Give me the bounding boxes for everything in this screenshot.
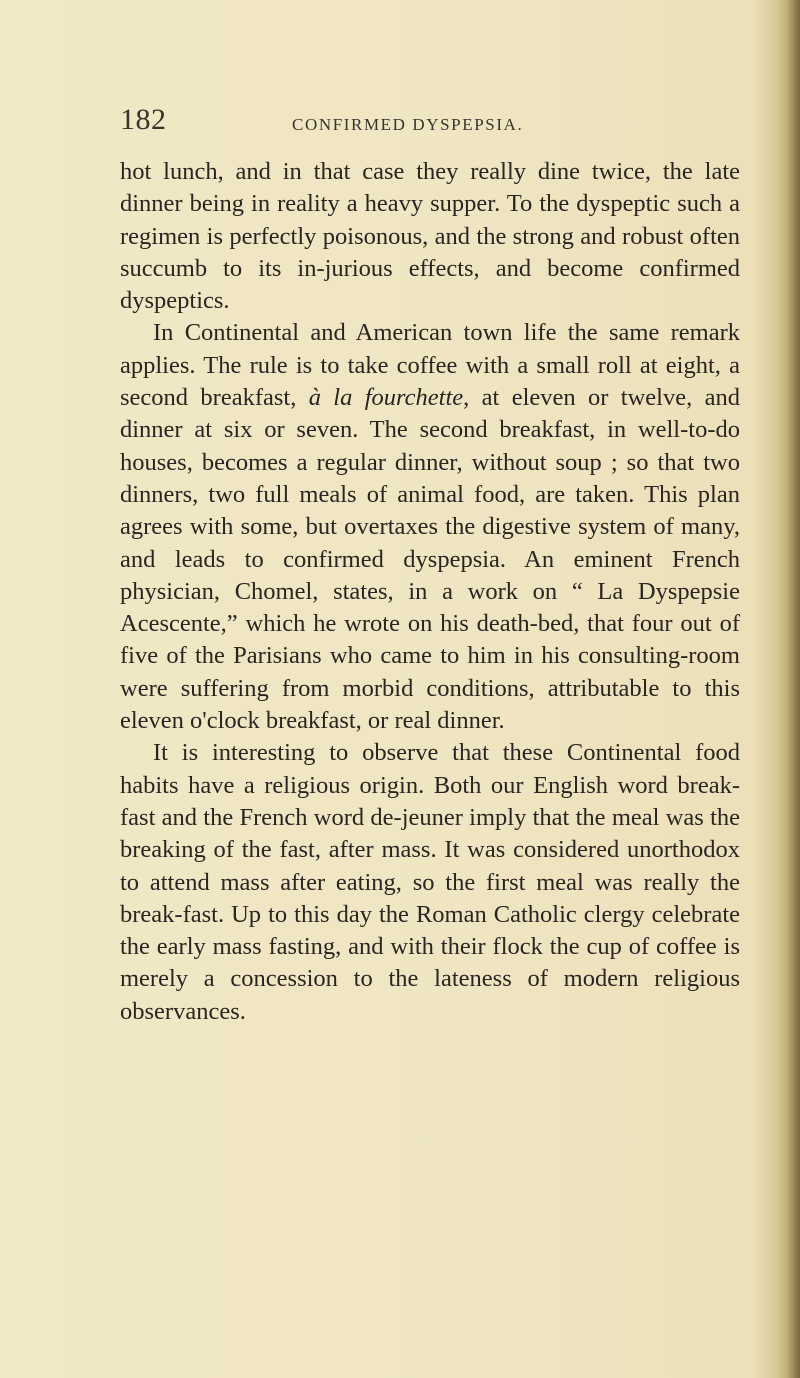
paragraph-3-text: It is interesting to observe that these Continental food habits have a religious origin. Both our English word break-fast and the French word de-jeuner imply that the meal was the breaking of the fast, after mass. It was considered unorthodox to attend mass after eating, so the first meal was really the break-fast. Up to this day the Roman Catholic clergy celebrate the early mass fasting, and with their flock the cup of coffee is merely a concession to the lateness of modern religious observances. <box>120 739 740 1025</box>
paragraph-1 <box>120 156 740 317</box>
page-edge-shadow <box>786 0 800 1378</box>
paragraph-2-text-end: , at eleven or twelve, and dinner at six or seven. The second breakfast, in well-to-do houses, becomes a regular dinner, without soup ; so that two dinners, two full meals of animal food, are taken. This plan agrees with some, but overtaxes the digestive system of many, and leads to confirmed dyspepsia. An eminent French physician, Chomel, states, in a work on “ La Dyspepsie Acescente,” which he wrote on his death-bed, that four out of five of the Parisians who came to him in his consulting-room were suffering from morbid conditions, attributable to this eleven o'clock breakfast, or real dinner. <box>120 384 740 735</box>
paragraph-2 <box>120 317 740 737</box>
running-head: CONFIRMED DYSPEPSIA. <box>292 115 524 134</box>
page-header <box>120 100 740 140</box>
page-number: 182 <box>120 103 167 136</box>
paragraph-3 <box>120 737 740 1028</box>
paragraph-2-text-start: In Continental and American town life the same remark applies. The rule is to take coffee with a small roll at eight, a second breakfast, <box>120 319 740 412</box>
paragraph-1-text: hot lunch, and in that case they really dine twice, the late dinner being in reality a heavy supper. To the dyspeptic such a regimen is perfectly poisonous, and the strong and robust often succumb to its in-jurious effects, and become confirmed dyspeptics. <box>120 158 740 315</box>
italic-phrase: à la fourchette <box>308 384 464 412</box>
body-text <box>120 156 740 1028</box>
